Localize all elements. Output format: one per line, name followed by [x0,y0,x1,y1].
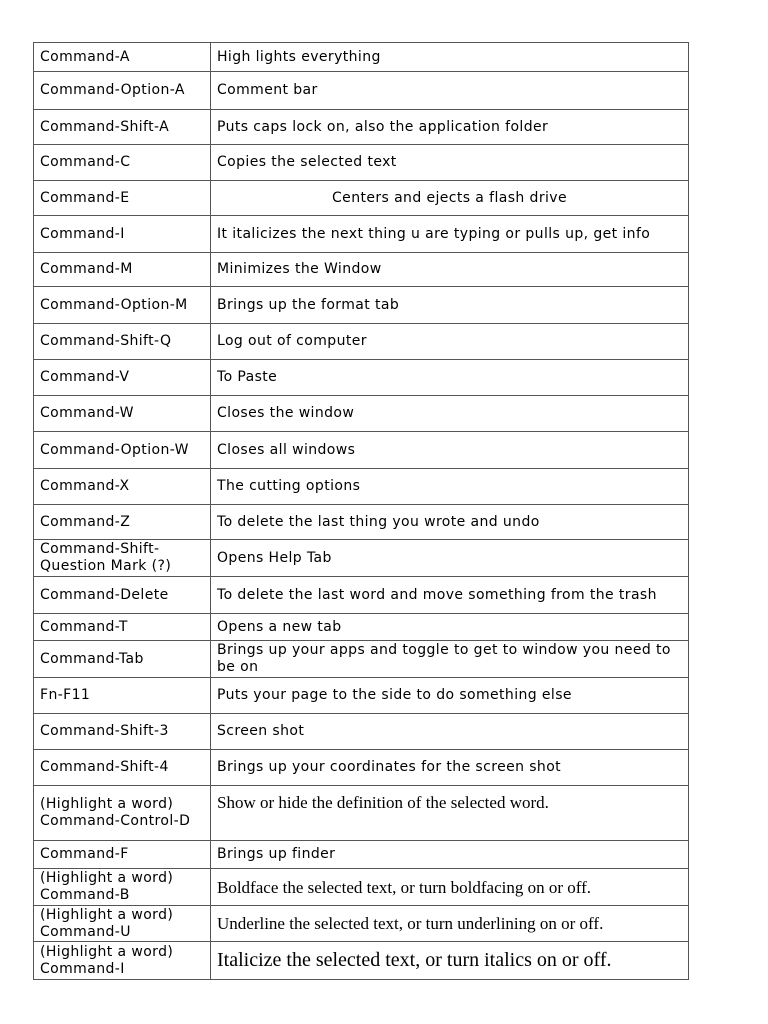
shortcut-description: To Paste [211,360,689,396]
shortcut-key: (Highlight a word) Command-U [34,906,211,942]
shortcut-key: Fn-F11 [34,678,211,714]
shortcut-description: Puts caps lock on, also the application folder [211,110,689,145]
shortcut-key: Command-Shift-4 [34,750,211,786]
table-row [34,110,689,145]
shortcut-key: (Highlight a word) Command-I [34,942,211,980]
shortcut-key: (Highlight a word) Command-Control-D [34,786,211,841]
shortcut-description: High lights everything [211,43,689,72]
shortcut-key: Command-Shift-Q [34,324,211,360]
table-row [34,906,689,942]
table-row [34,678,689,714]
shortcut-key: Command-Shift-Question Mark (?) [34,540,211,577]
shortcut-key: (Highlight a word) Command-B [34,869,211,906]
shortcut-description: Closes all windows [211,432,689,469]
shortcut-key: Command-E [34,181,211,216]
shortcut-key: Command-X [34,469,211,505]
table-row [34,287,689,324]
shortcut-description: Screen shot [211,714,689,750]
table-row [34,714,689,750]
shortcut-key: Command-Tab [34,641,211,678]
shortcut-description: Underline the selected text, or turn underlining on or off. [211,906,689,942]
shortcut-description: Boldface the selected text, or turn boldfacing on or off. [211,869,689,906]
shortcut-description: Opens Help Tab [211,540,689,577]
table-row [34,72,689,110]
table-row [34,43,689,72]
table-row [34,641,689,678]
table-row [34,360,689,396]
shortcut-description: Minimizes the Window [211,253,689,287]
shortcut-key: Command-M [34,253,211,287]
table-row [34,396,689,432]
shortcut-description: It italicizes the next thing u are typing or pulls up, get info [211,216,689,253]
table-row [34,540,689,577]
table-row [34,505,689,540]
shortcut-description: To delete the last thing you wrote and undo [211,505,689,540]
table-row [34,181,689,216]
shortcut-description: Copies the selected text [211,145,689,181]
shortcut-key: Command-F [34,841,211,869]
table-row [34,942,689,980]
shortcut-key: Command-C [34,145,211,181]
shortcut-description: Brings up your coordinates for the screen shot [211,750,689,786]
table-row [34,324,689,360]
table-row [34,253,689,287]
shortcut-key: Command-Option-W [34,432,211,469]
shortcut-key: Command-W [34,396,211,432]
table-row [34,145,689,181]
shortcut-key: Command-Delete [34,577,211,614]
shortcut-key: Command-T [34,614,211,641]
shortcut-description: Italicize the selected text, or turn italics on or off. [211,942,689,980]
shortcut-description: Log out of computer [211,324,689,360]
table-row [34,469,689,505]
shortcut-key: Command-I [34,216,211,253]
shortcut-description: To delete the last word and move something from the trash [211,577,689,614]
shortcut-description: Brings up the format tab [211,287,689,324]
table-row [34,614,689,641]
shortcut-description: Puts your page to the side to do something else [211,678,689,714]
table-row [34,786,689,841]
shortcut-key: Command-Shift-3 [34,714,211,750]
shortcut-description: Closes the window [211,396,689,432]
table-row [34,216,689,253]
shortcut-key: Command-Z [34,505,211,540]
shortcut-key: Command-Shift-A [34,110,211,145]
shortcut-description: Centers and ejects a flash drive [211,181,689,216]
shortcut-description: Show or hide the definition of the selected word. [211,786,689,841]
shortcut-key: Command-A [34,43,211,72]
shortcut-description: Brings up finder [211,841,689,869]
shortcut-key: Command-Option-A [34,72,211,110]
shortcut-table [33,42,689,980]
table-row [34,577,689,614]
shortcut-description: Comment bar [211,72,689,110]
table-row [34,841,689,869]
shortcut-description: The cutting options [211,469,689,505]
shortcut-description: Opens a new tab [211,614,689,641]
shortcut-key: Command-V [34,360,211,396]
table-row [34,869,689,906]
shortcut-description: Brings up your apps and toggle to get to window you need to be on [211,641,689,678]
table-row [34,750,689,786]
table-row [34,432,689,469]
shortcut-key: Command-Option-M [34,287,211,324]
